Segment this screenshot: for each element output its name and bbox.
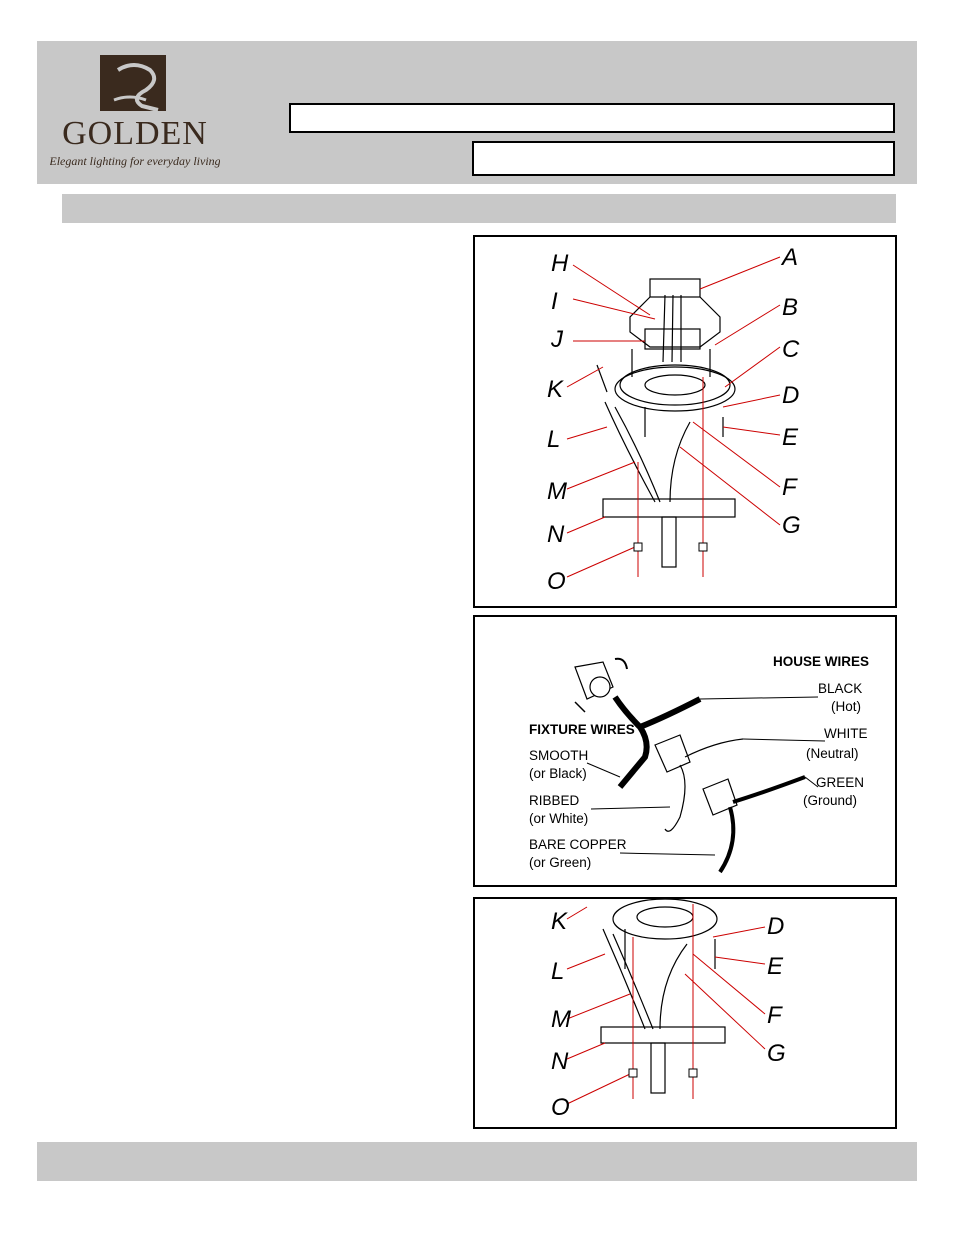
label-d: D — [782, 382, 800, 409]
label-c: C — [782, 336, 800, 363]
label-k: K — [547, 376, 564, 403]
fixture-wires-heading: FIXTURE WIRES — [529, 722, 635, 737]
ground-label: (Ground) — [803, 793, 858, 808]
subtitle-box — [472, 141, 895, 176]
label-n: N — [551, 1048, 569, 1075]
ribbed-label: RIBBED — [529, 793, 580, 808]
bare-copper-label: BARE COPPER — [529, 837, 627, 852]
golden-logo — [50, 50, 220, 176]
label-o: O — [551, 1094, 570, 1121]
canopy-diagram-panel — [473, 897, 897, 1129]
hot-label: (Hot) — [831, 699, 861, 714]
house-wires-heading: HOUSE WIRES — [773, 654, 870, 669]
black-label: BLACK — [818, 681, 863, 696]
label-f: F — [767, 1002, 782, 1029]
label-o: O — [547, 568, 566, 595]
label-m: M — [547, 478, 567, 505]
label-g: G — [782, 512, 801, 539]
or-black-label: (or Black) — [529, 766, 587, 781]
label-m: M — [551, 1006, 571, 1033]
or-green-label: (or Green) — [529, 855, 592, 870]
footer-band — [37, 1142, 917, 1181]
label-f: F — [782, 474, 797, 501]
label-l: L — [551, 958, 565, 985]
green-label: GREEN — [816, 775, 865, 790]
label-d: D — [767, 913, 785, 940]
mounting-diagram-panel — [473, 235, 897, 608]
section-heading-bar — [62, 194, 896, 223]
smooth-label: SMOOTH — [529, 748, 589, 763]
label-g: G — [767, 1040, 786, 1067]
wiring-diagram-panel — [473, 615, 897, 887]
label-l: L — [547, 426, 561, 453]
label-j: J — [551, 326, 563, 353]
label-a: A — [782, 244, 799, 271]
label-h: H — [551, 250, 569, 277]
neutral-label: (Neutral) — [806, 746, 859, 761]
brand-tagline: Elegant lighting for everyday living — [50, 154, 220, 168]
or-white-label: (or White) — [529, 811, 589, 826]
brand-name: GOLDEN — [62, 115, 208, 152]
label-e: E — [782, 424, 799, 451]
label-n: N — [547, 521, 565, 548]
label-i: I — [551, 288, 558, 315]
label-b: B — [782, 294, 799, 321]
white-label: WHITE — [824, 726, 868, 741]
title-box — [289, 103, 895, 133]
label-k: K — [551, 908, 568, 935]
label-e: E — [767, 953, 784, 980]
